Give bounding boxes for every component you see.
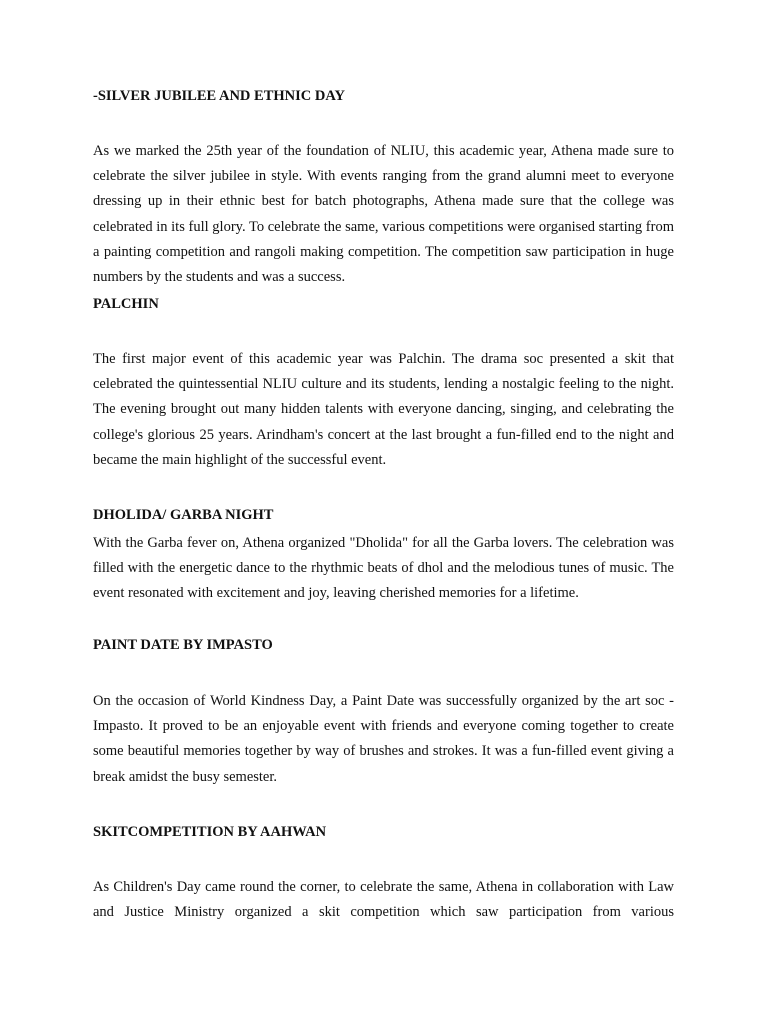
section-body-dholida: With the Garba fever on, Athena organized "Dholida" for all the Garba lovers. The celebration was filled with the energetic dance to the rhythmic beats of dhol and the melodious tunes of music. The event resonated with excitement and joy, leaving cherished memories for a lifetime. — [93, 535, 674, 602]
section-body-palchin: The first major event of this academic year was Palchin. The drama soc presented a skit that celebrated the quintessential NLIU culture and its students, lending a nostalgic feeling to the night. The evening brought out many hidden talents with everyone dancing, singing, and celebrating the college's glorious 25 years. Arindham's concert at the last brought a fun-filled end to the night and became the main highlight of the successful event. — [93, 351, 674, 468]
section-heading-palchin: PALCHIN — [93, 296, 159, 312]
section-heading-skit-competition: SKITCOMPETITION BY AAHWAN — [93, 824, 327, 840]
section-heading-silver-jubilee: -SILVER JUBILEE AND ETHNIC DAY — [93, 88, 345, 104]
section-body-silver-jubilee: As we marked the 25th year of the foundation of NLIU, this academic year, Athena made sure to celebrate the silver jubilee in style. With events ranging from the grand alumni meet to everyone dressing up in their ethnic best for batch photographs, Athena made sure that the college was celebrated in its full glory. To celebrate the same, various competitions were organised starting from a painting competition and rangoli making competition. The competition saw participation in huge numbers by the students and was a success. — [93, 143, 674, 286]
section-body-paint-date: On the occasion of World Kindness Day, a Paint Date was successfully organized by the art soc - Impasto. It proved to be an enjoyable event with friends and everyone coming together to create some beautiful memories together by way of brushes and strokes. It was a fun-filled event giving a break amidst the busy semester. — [93, 693, 674, 785]
section-heading-dholida: DHOLIDA/ GARBA NIGHT — [93, 507, 274, 523]
section-body-skit-competition: As Children's Day came round the corner, to celebrate the same, Athena in collaboration with Law and Justice Ministry organized a skit competition which saw participation from various — [93, 879, 674, 921]
section-heading-paint-date: PAINT DATE BY IMPASTO — [93, 637, 273, 653]
